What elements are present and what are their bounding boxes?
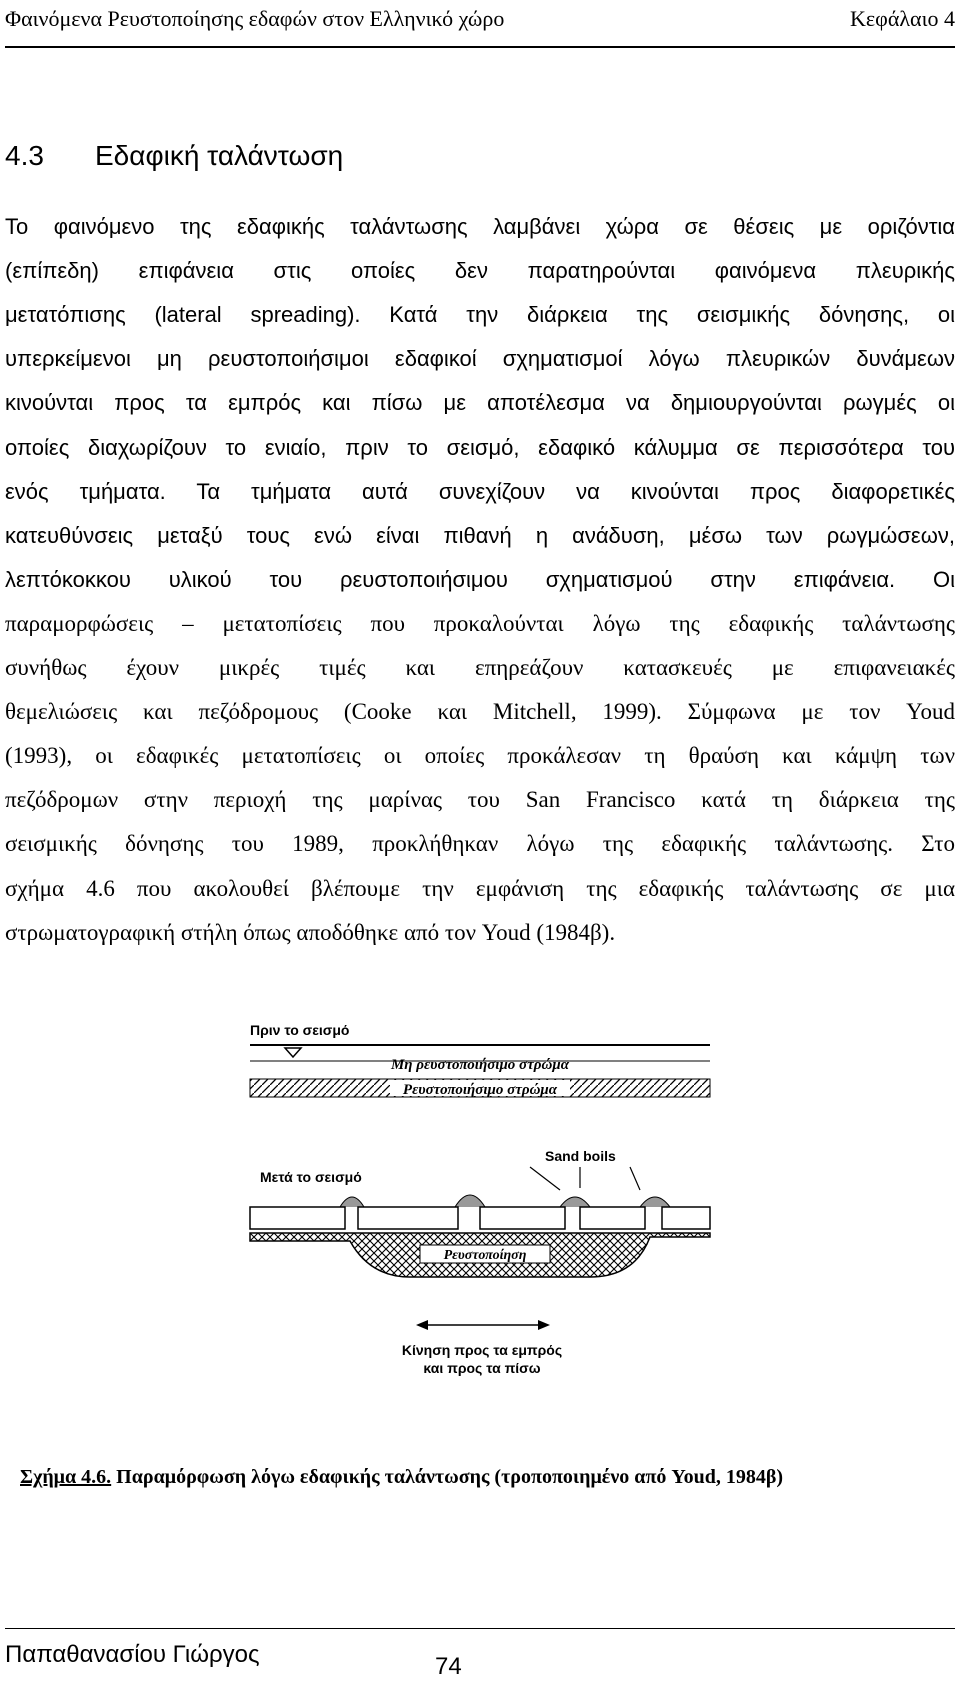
sand-boil-icon bbox=[560, 1197, 590, 1207]
liquefiable-layer-label: Ρευστοποιήσιμο στρώμα bbox=[402, 1082, 558, 1098]
caption-text: Παραμόρφωση λόγω εδαφικής ταλάντωσης (τροποποιημένο από Youd, 1984β) bbox=[111, 1466, 784, 1488]
motion-label-line1: Κίνηση προς τα εμπρός bbox=[401, 1342, 563, 1358]
soil-block bbox=[580, 1207, 645, 1229]
arrow-left-icon bbox=[416, 1320, 428, 1330]
water-table-icon bbox=[285, 1048, 301, 1057]
non-liquefiable-layer-label: Μη ρευστοποιήσιμο στρώμα bbox=[390, 1057, 570, 1073]
paragraph-line: στρωματογραφική στήλη όπως αποδόθηκε από τον Youd (1984β). bbox=[5, 919, 616, 945]
paragraph-line: (1993), οι εδαφικές μετατοπίσεις οι οποίες προκάλεσαν τη θραύση και κάμψη των bbox=[5, 743, 955, 769]
caption-label: Σχήμα 4.6. bbox=[20, 1466, 112, 1488]
paragraph-line: σεισμικής δόνησης του 1989, προκλήθηκαν λόγω της εδαφικής ταλάντωσης. Στο bbox=[5, 831, 955, 857]
paragraph-line: κατευθύνσεις μεταξύ τους ενώ είναι πιθανή η ανάδυση, μέσω των ρωγμώσεων, bbox=[5, 522, 955, 548]
paragraph-line: (επίπεδη) επιφάνεια στις οποίες δεν παρατηρούνται φαινόμενα πλευρικής bbox=[5, 258, 955, 284]
header-title: Φαινόμενα Ρευστοποίησης εδαφών στον Ελληνικό χώρο bbox=[5, 6, 505, 31]
soil-block bbox=[662, 1207, 710, 1229]
arrow-right-icon bbox=[538, 1320, 550, 1330]
running-header bbox=[5, 2, 955, 48]
figure-caption bbox=[20, 1466, 783, 1489]
header-chapter: Κεφάλαιο 4 bbox=[850, 6, 955, 31]
sand-boil-icon bbox=[455, 1195, 485, 1207]
section-number: 4.3 bbox=[5, 140, 44, 171]
after-label: Μετά το σεισμό bbox=[260, 1169, 362, 1185]
motion-label-line2: και προς τα πίσω bbox=[423, 1360, 541, 1376]
paragraph-line: υπερκείμενοι μη ρευστοποιήσιμοι εδαφικοί σχηματισμοί λόγω πλευρικών δυνάμεων bbox=[5, 346, 955, 372]
soil-block bbox=[480, 1207, 565, 1229]
section-heading bbox=[5, 140, 343, 172]
paragraph-line: οποίες διαχωρίζουν το ενιαίο, πριν το σεισμό, εδαφικό κάλυμμα σε περισσότερα του bbox=[5, 434, 955, 460]
liquefied-zone-label: Ρευστοποίηση bbox=[443, 1248, 527, 1263]
paragraph-line: συνήθως έχουν μικρές τιμές και επηρεάζουν κατασκευές με επιφανειακές bbox=[5, 655, 955, 680]
paragraph-line: θεμελιώσεις και πεζόδρομους (Cooke και Mitchell, 1999). Σύμφωνα με τον Youd bbox=[5, 699, 955, 725]
paragraph-line: ενός τμήματα. Τα τμήματα αυτά συνεχίζουν να κινούνται προς διαφορετικές bbox=[5, 478, 955, 504]
sand-boils-label: Sand boils bbox=[545, 1148, 616, 1164]
soil-block bbox=[250, 1207, 345, 1229]
stratigraphic-figure bbox=[230, 1005, 830, 1415]
paragraph-line: παραμορφώσεις – μετατοπίσεις που προκαλούνται λόγω της εδαφικής ταλάντωσης bbox=[5, 610, 955, 636]
paragraph-line: λεπτόκοκκου υλικού του ρευστοποιήσιμου σχηματισμού στην επιφάνεια. Οι bbox=[5, 566, 955, 592]
paragraph-line: μετατόπισης (lateral spreading). Κατά την διάρκεια της σεισμικής δόνησης, οι bbox=[5, 302, 955, 328]
sand-boil-icon bbox=[340, 1197, 364, 1207]
page-number: 74 bbox=[435, 1653, 462, 1680]
soil-block bbox=[358, 1207, 458, 1229]
footer-author: Παπαθανασίου Γιώργος bbox=[5, 1641, 260, 1668]
section-title: Εδαφική ταλάντωση bbox=[95, 140, 344, 171]
sand-boil-icon bbox=[640, 1197, 670, 1207]
page-footer bbox=[5, 1628, 955, 1689]
paragraph-line: σχήμα 4.6 που ακολουθεί βλέπουμε την εμφάνιση της εδαφικής ταλάντωσης σε μια bbox=[5, 875, 955, 901]
paragraph-line: κινούνται προς τα εμπρός και πίσω με αποτέλεσμα να δημιουργούνται ρωγμές οι bbox=[5, 390, 955, 416]
paragraph-line: πεζόδρομων στην περιοχή της μαρίνας του San Francisco κατά τη διάρκεια της bbox=[5, 787, 955, 813]
before-label: Πριν το σεισμό bbox=[250, 1022, 350, 1038]
paragraph-line: Το φαινόμενο της εδαφικής ταλάντωσης λαμβάνει χώρα σε θέσεις με οριζόντια bbox=[5, 214, 955, 239]
